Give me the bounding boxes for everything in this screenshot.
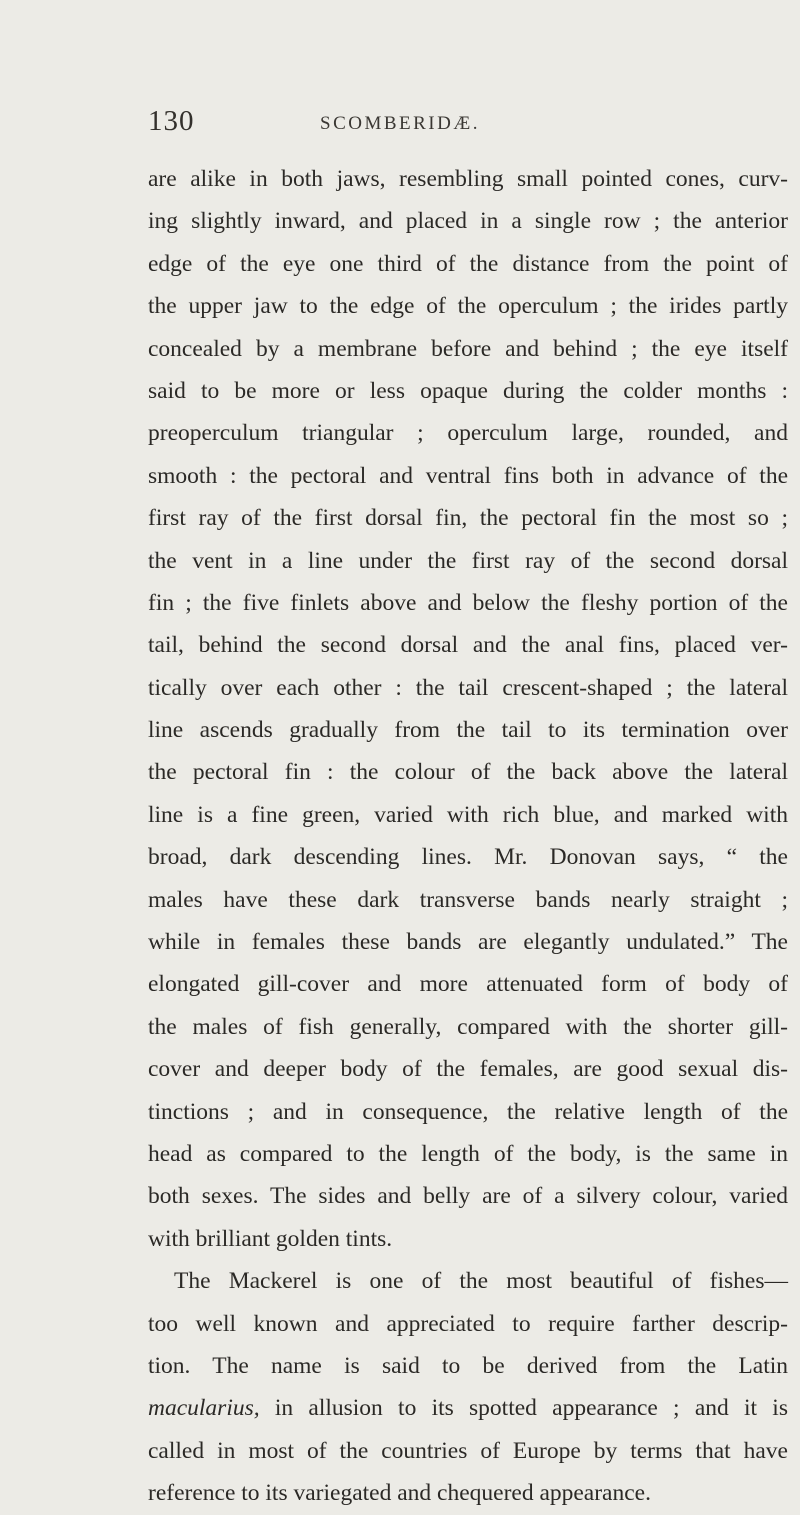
text-line: broad, dark descending lines. Mr. Donovan says, “ the bbox=[148, 844, 788, 871]
text-line: preoperculum triangular ; operculum large, rounded, and bbox=[148, 420, 788, 447]
text-line: first ray of the first dorsal fin, the pectoral fin the most so ; bbox=[148, 505, 788, 532]
text-line: both sexes. The sides and belly are of a silvery colour, varied bbox=[148, 1183, 788, 1210]
paragraph-end-line: with brilliant golden tints. bbox=[148, 1225, 393, 1252]
text-line: elongated gill-cover and more attenuated form of body of bbox=[148, 971, 788, 998]
text-line: line ascends gradually from the tail to its termination over bbox=[148, 717, 788, 744]
text-line: too well known and appreciated to require farther descrip- bbox=[148, 1310, 788, 1337]
page-header bbox=[0, 105, 800, 145]
text-line: edge of the eye one third of the distance from the point of bbox=[148, 250, 788, 277]
text-line: the upper jaw to the edge of the operculum ; the irides partly bbox=[148, 293, 788, 320]
paragraph-end-line: reference to its variegated and chequered appearance. bbox=[148, 1480, 651, 1507]
italic-latin-term: macularius, bbox=[148, 1395, 260, 1422]
text-run: in allusion to its spotted appearance ; and it is bbox=[259, 1395, 788, 1422]
text-line: ing slightly inward, and placed in a single row ; the anterior bbox=[148, 208, 788, 235]
text-line: line is a fine green, varied with rich blue, and marked with bbox=[148, 801, 788, 828]
text-line: smooth : the pectoral and ventral fins both in advance of the bbox=[148, 462, 788, 489]
text-line: concealed by a membrane before and behind ; the eye itself bbox=[148, 335, 788, 362]
text-line: tail, behind the second dorsal and the anal fins, placed ver- bbox=[148, 632, 788, 659]
text-line: males have these dark transverse bands nearly straight ; bbox=[148, 886, 788, 913]
paragraph-start-line: The Mackerel is one of the most beautiful of fishes— bbox=[174, 1268, 788, 1295]
text-line: tion. The name is said to be derived from the Latin bbox=[148, 1352, 788, 1379]
text-line: fin ; the five finlets above and below the fleshy portion of the bbox=[148, 589, 788, 616]
text-line: said to be more or less opaque during the colder months : bbox=[148, 377, 788, 404]
text-line: called in most of the countries of Europe by terms that have bbox=[148, 1437, 788, 1464]
text-line: tinctions ; and in consequence, the relative length of the bbox=[148, 1098, 788, 1125]
text-line: the vent in a line under the first ray of the second dorsal bbox=[148, 547, 788, 574]
text-line: the males of fish generally, compared with the shorter gill- bbox=[148, 1013, 788, 1040]
text-line: tically over each other : the tail crescent-shaped ; the lateral bbox=[148, 674, 788, 701]
text-line: cover and deeper body of the females, are good sexual dis- bbox=[148, 1056, 788, 1083]
text-line: head as compared to the length of the body, is the same in bbox=[148, 1140, 788, 1167]
text-line bbox=[148, 1387, 788, 1429]
text-line: while in females these bands are elegantly undulated.” The bbox=[148, 929, 788, 956]
body-text bbox=[148, 158, 788, 1515]
running-head: SCOMBERIDÆ. bbox=[320, 113, 480, 134]
text-line: the pectoral fin : the colour of the back above the lateral bbox=[148, 759, 788, 786]
text-line: are alike in both jaws, resembling small pointed cones, curv- bbox=[148, 166, 788, 192]
page-number: 130 bbox=[148, 105, 195, 137]
